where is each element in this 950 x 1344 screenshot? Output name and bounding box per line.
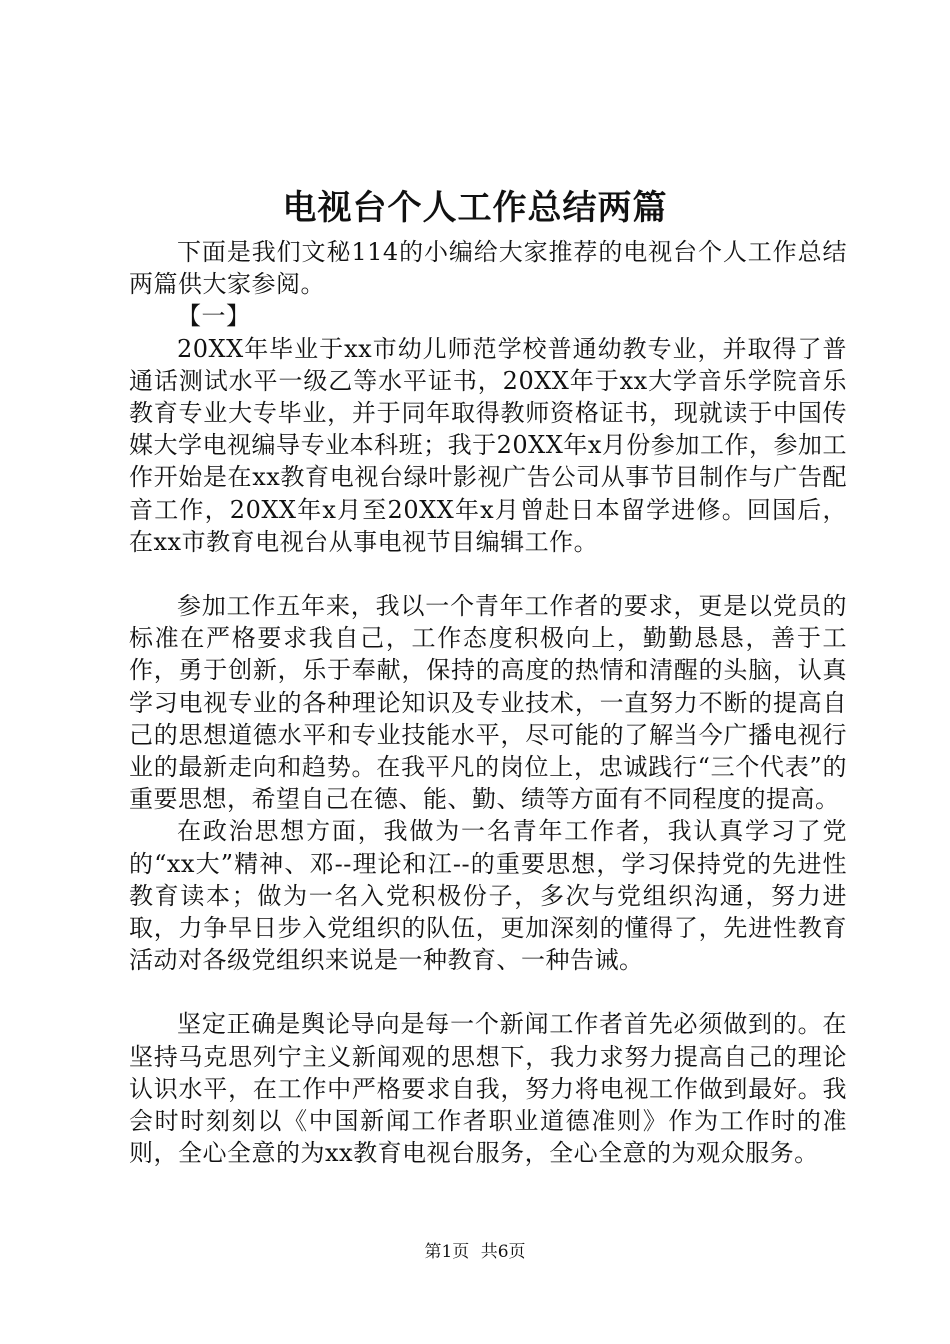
document-body (129, 236, 847, 1169)
body-paragraph: 在政治思想方面，我做为一名青年工作者，我认真学习了党的“xx大”精神、邓--理论和江--的重要思想，学习保持党的先进性教育读本；做为一名入党积极份子，多次与党组织沟通，努力进取，力争早日步入党组织的队伍，更加深刻的懂得了，先进性教育活动对各级党组织来说是一种教育、一种告诫。 (129, 817, 847, 975)
body-paragraph: 坚定正确是舆论导向是每一个新闻工作者首先必须做到的。在坚持马克思列宁主义新闻观的思想下，我力求努力提高自己的理论认识水平，在工作中严格要求自我，努力将电视工作做到最好。我会时时刻刻以《中国新闻工作者职业道德准则》作为工作时的准则，全心全意的为xx教育电视台服务，全心全意的为观众服务。 (129, 1010, 847, 1168)
section-heading-one: 【一】 (177, 302, 251, 331)
page-number-footer: 第1页 共6页 (424, 1242, 526, 1262)
document-title: 电视台个人工作总结两篇 (282, 188, 668, 228)
body-paragraph: 20XX年毕业于xx市幼儿师范学校普通幼教专业，并取得了普通话测试水平一级乙等水平证书，20XX年于xx大学音乐学院音乐教育专业大专毕业，并于同年取得教师资格证书，现就读于中国传媒大学电视编导专业本科班；我于20XX年x月份参加工作，参加工作开始是在xx教育电视台绿叶影视广告公司从事节目制作与广告配音工作，20XX年x月至20XX年x月曾赴日本留学进修。回国后，在xx市教育电视台从事电视节目编辑工作。 (129, 334, 847, 556)
intro-paragraph: 下面是我们文秘114的小编给大家推荐的电视台个人工作总结两篇供大家参阅。 (129, 238, 847, 299)
body-paragraph: 参加工作五年来，我以一个青年工作者的要求，更是以党员的标准在严格要求我自己，工作态度积极向上，勤勤恳恳，善于工作，勇于创新，乐于奉献，保持的高度的热情和清醒的头脑，认真学习电视专业的各种理论知识及专业技术，一直努力不断的提高自己的思想道德水平和专业技能水平，尽可能的了解当今广播电视行业的最新走向和趋势。在我平凡的岗位上，忠诚践行“三个代表”的重要思想，希望自己在德、能、勤、绩等方面有不同程度的提高。 (129, 592, 847, 814)
